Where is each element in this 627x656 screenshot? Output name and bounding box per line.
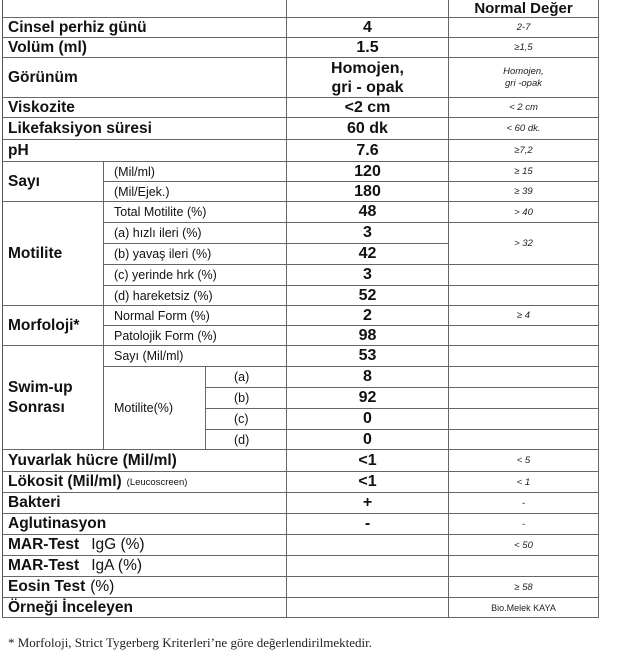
sayi-sub1: (Mil/ml) (104, 162, 287, 182)
gorunum-normal (449, 58, 599, 98)
swimup-c-normal-blank (449, 409, 599, 430)
gorunum-value (287, 58, 449, 98)
motilite-ab-normal: > 32 (449, 223, 599, 265)
motilite-a-label: (a) hızlı ileri (%) (104, 223, 287, 244)
eosin-label-light: (%) (90, 578, 115, 595)
swimup-sayi-label: Sayı (Mil/ml) (104, 346, 287, 367)
ornegi-signature: Bio.Melek KAYA (449, 598, 599, 618)
swimup-label-line2: Sonrası (8, 398, 65, 416)
yuvarlak-label: Yuvarlak hücre (Mil/ml) (2, 450, 287, 472)
cinsel-normal: 2-7 (449, 18, 599, 38)
mar-iga-normal (449, 556, 599, 577)
mar-igg-label (2, 535, 287, 556)
volum-normal: ≥1,5 (449, 38, 599, 58)
motilite-a-value: 3 (287, 223, 449, 244)
eosin-label-bold: Eosin Test (8, 578, 86, 595)
gorunum-normal-line2: gri -opak (505, 77, 542, 89)
swimup-label (2, 346, 104, 450)
swimup-sayi-value: 53 (287, 346, 449, 367)
eosin-normal: ≥ 58 (449, 577, 599, 598)
swimup-b-value: 92 (287, 388, 449, 409)
swimup-b-normal-blank (449, 388, 599, 409)
footnote: * Morfoloji, Strict Tygerberg Kriterleri’ne göre değerlendirilmektedir. (8, 635, 372, 650)
mar-igg-label-bold: MAR-Test (8, 536, 80, 553)
yuvarlak-value: <1 (287, 450, 449, 472)
gorunum-normal-line1: Homojen, (503, 65, 544, 77)
gorunum-value-line1: Homojen, (331, 59, 404, 77)
motilite-c-normal-blank (449, 265, 599, 286)
eosin-value (287, 577, 449, 598)
swimup-sayi-normal-blank (449, 346, 599, 367)
swimup-d-value: 0 (287, 430, 449, 450)
header-normal: Normal Değer (449, 0, 599, 18)
motilite-d-value: 52 (287, 286, 449, 306)
swimup-c-value: 0 (287, 409, 449, 430)
header-value-blank (287, 0, 449, 18)
swimup-label-line1: Swim-up (8, 378, 73, 396)
viskozite-normal: < 2 cm (449, 98, 599, 118)
viskozite-label: Viskozite (2, 98, 287, 118)
swimup-d-normal-blank (449, 430, 599, 450)
morfoloji-normal-normal: ≥ 4 (449, 306, 599, 326)
swimup-c-label: (c) (206, 409, 287, 430)
morfoloji-label: Morfoloji* (2, 306, 104, 346)
eosin-label (2, 577, 287, 598)
swimup-a-value: 8 (287, 367, 449, 388)
motilite-b-value: 42 (287, 244, 449, 265)
ornegi-value (287, 598, 449, 618)
ph-value: 7.6 (287, 140, 449, 162)
viskozite-value: <2 cm (287, 98, 449, 118)
mar-iga-label-bold: MAR-Test (8, 557, 80, 574)
swimup-b-label: (b) (206, 388, 287, 409)
likefaksiyon-label: Likefaksiyon süresi (2, 118, 287, 140)
aglutinasyon-label: Aglutinasyon (2, 514, 287, 535)
sayi-norm1: ≥ 15 (449, 162, 599, 182)
ph-label: pH (2, 140, 287, 162)
bakteri-normal: - (449, 493, 599, 514)
motilite-label: Motilite (2, 202, 104, 306)
sayi-norm2: ≥ 39 (449, 182, 599, 202)
morfoloji-patolojik-label: Patolojik Form (%) (104, 326, 287, 346)
swimup-motilite-label: Motilite(%) (104, 367, 206, 450)
volum-value: 1.5 (287, 38, 449, 58)
swimup-a-label: (a) (206, 367, 287, 388)
volum-label: Volüm (ml) (2, 38, 287, 58)
yuvarlak-normal: < 5 (449, 450, 599, 472)
swimup-a-normal-blank (449, 367, 599, 388)
aglutinasyon-normal: - (449, 514, 599, 535)
bakteri-value: + (287, 493, 449, 514)
morfoloji-patolojik-normal-blank (449, 326, 599, 346)
ornegi-label: Örneği İnceleyen (2, 598, 287, 618)
lokosit-normal: < 1 (449, 472, 599, 493)
likefaksiyon-normal: < 60 dk. (449, 118, 599, 140)
gorunum-value-line2: gri - opak (331, 78, 404, 96)
mar-igg-normal: < 50 (449, 535, 599, 556)
header-blank (2, 0, 287, 18)
sayi-sub2: (Mil/Ejek.) (104, 182, 287, 202)
cinsel-label: Cinsel perhiz günü (2, 18, 287, 38)
mar-igg-label-light: IgG (%) (91, 536, 145, 553)
motilite-d-label: (d) hareketsiz (%) (104, 286, 287, 306)
motilite-d-normal-blank (449, 286, 599, 306)
motilite-total-normal: > 40 (449, 202, 599, 223)
gorunum-label: Görünüm (2, 58, 287, 98)
bakteri-label: Bakteri (2, 493, 287, 514)
mar-iga-value (287, 556, 449, 577)
mar-iga-label-light: IgA (%) (91, 557, 143, 574)
motilite-total-value: 48 (287, 202, 449, 223)
ph-normal: ≥7,2 (449, 140, 599, 162)
cinsel-value: 4 (287, 18, 449, 38)
lokosit-label-text: Lökosit (Mil/ml) (8, 473, 122, 490)
swimup-d-label: (d) (206, 430, 287, 450)
morfoloji-normal-label: Normal Form (%) (104, 306, 287, 326)
morfoloji-patolojik-value: 98 (287, 326, 449, 346)
lokosit-value: <1 (287, 472, 449, 493)
likefaksiyon-value: 60 dk (287, 118, 449, 140)
mar-iga-label (2, 556, 287, 577)
aglutinasyon-value: - (287, 514, 449, 535)
motilite-b-label: (b) yavaş ileri (%) (104, 244, 287, 265)
sayi-val2: 180 (287, 182, 449, 202)
lokosit-label (2, 472, 287, 493)
sayi-label: Sayı (2, 162, 104, 202)
morfoloji-normal-value: 2 (287, 306, 449, 326)
motilite-c-label: (c) yerinde hrk (%) (104, 265, 287, 286)
lokosit-label-small: (Leucoscreen) (126, 476, 188, 488)
mar-igg-value (287, 535, 449, 556)
sayi-val1: 120 (287, 162, 449, 182)
motilite-total-label: Total Motilite (%) (104, 202, 287, 223)
motilite-c-value: 3 (287, 265, 449, 286)
